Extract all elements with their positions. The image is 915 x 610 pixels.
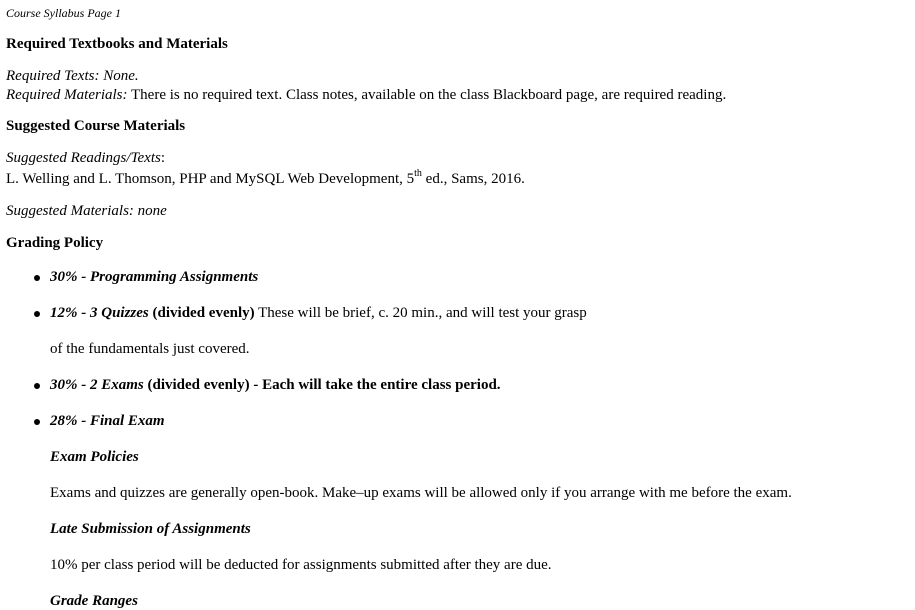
syllabus-page (6, 0, 915, 610)
suggested-reference (6, 168, 525, 188)
exam-policies-text: Exams and quizzes are generally open-book. Make–up exams will be allowed only if you arrange with me before the exam. (50, 485, 792, 501)
grading-item-bold: (divided evenly) - Each will take the entire class period. (143, 377, 501, 393)
required-materials-value: There is no required text. Class notes, available on the class Blackboard page, are required reading. (131, 87, 727, 103)
quiz-continuation: of the fundamentals just covered. (50, 341, 250, 357)
bullet-icon (34, 311, 40, 317)
page-header: Course Syllabus Page 1 (6, 6, 121, 20)
grading-item (50, 305, 587, 322)
grading-item (50, 413, 165, 430)
grading-item-title: 30% - Programming Assignments (50, 269, 259, 285)
grade-ranges-heading: Grade Ranges (50, 593, 138, 609)
suggested-materials-heading: Suggested Course Materials (6, 118, 186, 134)
reference-superscript: th (414, 168, 422, 179)
reference-main: L. Welling and L. Thomson, PHP and MySQL Web Development, 5 (6, 171, 415, 187)
late-submission-heading: Late Submission of Assignments (50, 521, 251, 537)
grading-policy-heading: Grading Policy (6, 235, 104, 251)
exam-policies-heading: Exam Policies (50, 449, 139, 465)
late-submission-text: 10% per class period will be deducted for assignments submitted after they are due. (50, 557, 552, 573)
grading-item-bold: (divided evenly) (148, 305, 255, 321)
suggested-readings-label: Suggested Readings/Texts (6, 150, 161, 166)
grading-item (50, 377, 501, 394)
required-materials-label: Required Materials: (6, 87, 128, 103)
grading-item-title: 12% - 3 Quizzes (50, 305, 149, 321)
grading-item-title: 30% - 2 Exams (50, 377, 144, 393)
required-texts: Required Texts: None. (6, 68, 139, 84)
bullet-icon (34, 275, 40, 281)
reference-tail: ed., Sams, 2016. (421, 171, 525, 187)
required-materials-heading: Required Textbooks and Materials (6, 36, 228, 52)
bullet-icon (34, 383, 40, 389)
grading-item-title: 28% - Final Exam (50, 413, 165, 429)
suggested-readings-colon: : (160, 150, 166, 166)
suggested-readings-line (6, 150, 165, 167)
grading-item (50, 269, 258, 286)
required-materials-line (6, 87, 726, 104)
bullet-icon (34, 419, 40, 425)
grading-item-text: These will be brief, c. 20 min., and will test your grasp (254, 305, 587, 321)
suggested-materials: Suggested Materials: none (6, 203, 167, 219)
